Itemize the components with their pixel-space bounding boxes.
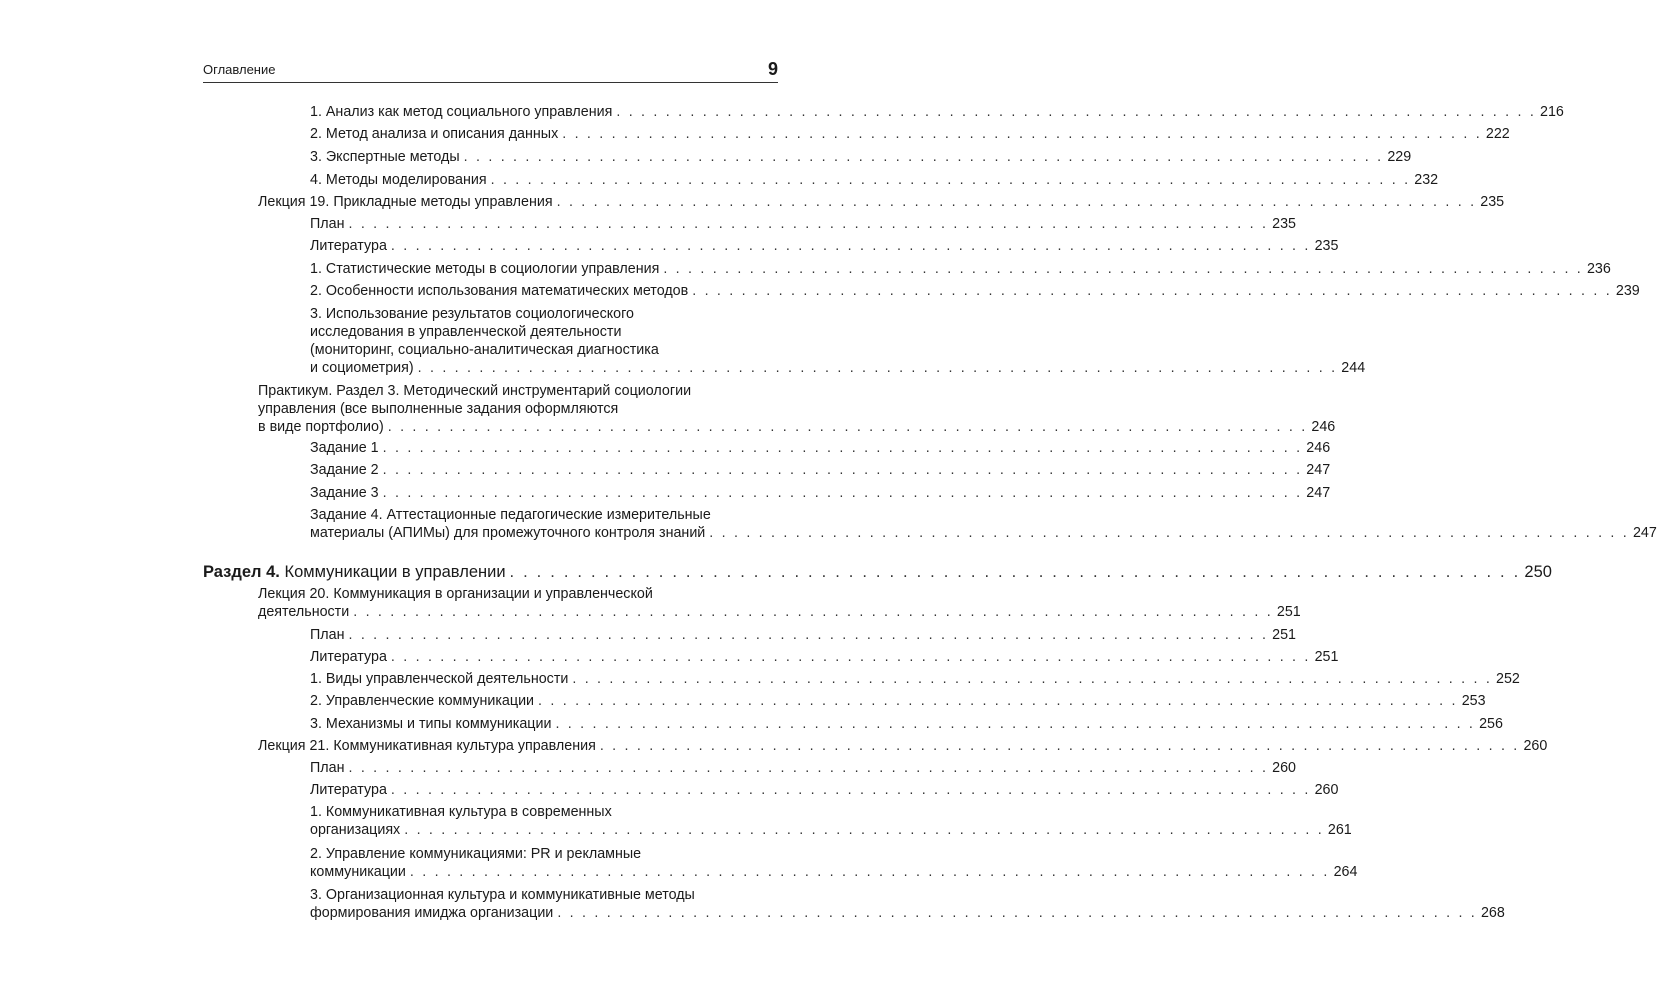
toc-page-number: 235 xyxy=(1272,216,1296,232)
toc-entry xyxy=(310,305,1366,377)
toc-entry xyxy=(310,715,1503,733)
toc-entry-title: коммуникации xyxy=(310,864,406,880)
toc-entry xyxy=(310,103,1564,121)
toc-page-number: 246 xyxy=(1306,440,1331,456)
toc-leader: . . . . . . . . . . . . . . . . . . . . . . . . . . . . . . . . . . . . . . . . . . . . . . . . . . . . . . . . . . . . . . . . . . . . . . . . . . . xyxy=(382,485,1303,501)
toc-page-number: 246 xyxy=(1311,419,1336,435)
toc-entry xyxy=(310,171,1439,189)
toc-entry-title: деятельности xyxy=(258,604,350,620)
toc-leader: . . . . . . . . . . . . . . . . . . . . . . . . . . . . . . . . . . . . . . . . . . . . . . . . . . . . . . . . . . . . . . . . . . . . . . . . . . . xyxy=(663,261,1583,277)
toc-entry xyxy=(310,215,1296,233)
toc-page-number: 260 xyxy=(1523,738,1548,754)
toc-entry xyxy=(310,845,1358,881)
toc-leader: . . . . . . . . . . . . . . . . . . . . . . . . . . . . . . . . . . . . . . . . . . . . . . . . . . . . . . . . . . . . . . . . . . . . . . . . . . . xyxy=(409,864,1330,880)
toc-leader: . . . . . . . . . . . . . . . . . . . . . . . . . . . . . . . . . . . . . . . . . . . . . . . . . . . . . . . . . . . . . . . . . . . . . . . . . . . xyxy=(562,126,1482,142)
toc-entry-title: 1. Анализ как метод социального управления xyxy=(310,104,613,120)
toc-page-number: 216 xyxy=(1540,104,1564,120)
toc-section-heading xyxy=(203,562,1552,582)
toc-leader: . . . . . . . . . . . . . . . . . . . . . . . . . . . . . . . . . . . . . . . . . . . . . . . . . . . . . . . . . . . . . . . . . . . . . . . . . . . xyxy=(709,525,1629,541)
toc-page-number: 235 xyxy=(1480,194,1505,210)
toc-entry-title: Задание 3 xyxy=(310,485,379,501)
toc-entry-title: 4. Методы моделирования xyxy=(310,172,487,188)
toc-entry xyxy=(310,484,1331,502)
toc-leader: . . . . . . . . . . . . . . . . . . . . . . . . . . . . . . . . . . . . . . . . . . . . . . . . . . . . . . . . . . . . . . . . . . . . . . . . . . . xyxy=(353,604,1273,620)
toc-leader: . . . . . . . . . . . . . . . . . . . . . . . . . . . . . . . . . . . . . . . . . . . . . . . . . . . . . . . . . . . . . . . . . . . . . . . . . . . xyxy=(616,104,1537,120)
toc-entry xyxy=(310,506,1657,542)
toc-leader: . . . . . . . . . . . . . . . . . . . . . . . . . . . . . . . . . . . . . . . . . . . . . . . . . . . . . . . . . . . . . . . . . . . . . . . . . . . xyxy=(490,172,1411,188)
toc-entry xyxy=(310,148,1412,166)
toc-entry-practicum xyxy=(258,382,1336,436)
toc-entry-title: Литература xyxy=(310,782,387,798)
toc-entry-line: Практикум. Раздел 3. Методический инструментарий социологии xyxy=(258,383,692,399)
toc-page-number: 239 xyxy=(1615,283,1640,299)
toc-page-number: 247 xyxy=(1632,525,1657,541)
toc-entry-line: Задание 4. Аттестационные педагогические измерительные xyxy=(310,507,711,523)
toc-page-number: 251 xyxy=(1276,604,1301,620)
toc-page-number: 268 xyxy=(1480,905,1505,921)
toc-entry xyxy=(310,886,1505,922)
toc-entry-line: (мониторинг, социально-аналитическая диагностика xyxy=(310,342,659,358)
toc-leader: . . . . . . . . . . . . . . . . . . . . . . . . . . . . . . . . . . . . . . . . . . . . . . . . . . . . . . . . . . . . . . . . . . . . . . . . . . . xyxy=(348,216,1269,232)
toc-entry-title: 2. Особенности использования математических методов xyxy=(310,283,689,299)
toc-entry xyxy=(310,260,1611,278)
toc-entry-title: Задание 1 xyxy=(310,440,379,456)
toc-page-number: 222 xyxy=(1485,126,1510,142)
toc-page-number: 260 xyxy=(1272,760,1296,776)
toc-entry xyxy=(310,125,1510,143)
toc-page-number: 236 xyxy=(1586,261,1611,277)
toc-leader: . . . . . . . . . . . . . . . . . . . . . . . . . . . . . . . . . . . . . . . . . . . . . . . . . . . . . . . . . . . . . . . . . . . . . . . . . . . xyxy=(599,738,1520,754)
toc-entry-lecture xyxy=(258,737,1548,755)
toc-entry xyxy=(310,803,1352,839)
toc-page-number: 252 xyxy=(1496,671,1520,687)
toc-entry-title: материалы (АПИМы) для промежуточного контроля знаний xyxy=(310,525,706,541)
toc-entry-title: в виде портфолио) xyxy=(258,419,384,435)
toc-entry-title: 3. Экспертные методы xyxy=(310,149,460,165)
toc-leader: . . . . . . . . . . . . . . . . . . . . . . . . . . . . . . . . . . . . . . . . . . . . . . . . . . . . . . . . . . . . . . . . . . . . . . . . . . . xyxy=(404,822,1324,838)
toc-entry xyxy=(310,648,1339,666)
toc-entry-line: управления (все выполненные задания оформляются xyxy=(258,401,619,417)
toc-entry-title: 3. Механизмы и типы коммуникации xyxy=(310,716,552,732)
toc-page-number: 264 xyxy=(1333,864,1358,880)
toc-leader: . . . . . . . . . . . . . . . . . . . . . . . . . . . . . . . . . . . . . . . . . . . . . . . . . . . . . . . . . . . . . . . . . . . . . . . . . . . xyxy=(557,905,1477,921)
toc-page-number: 250 xyxy=(1524,563,1552,581)
toc-entry-title: План xyxy=(310,627,345,643)
toc-leader: . . . . . . . . . . . . . . . . . . . . . . . . . . . . . . . . . . . . . . . . . . . . . . . . . . . . . . . . . . . . . . . . . . . . . . . . . . . xyxy=(463,149,1384,165)
toc-leader: . . . . . . . . . . . . . . . . . . . . . . . . . . . . . . . . . . . . . . . . . . . . . . . . . . . . . . . . . . . . . . . . . . . . . . . . . . . xyxy=(382,462,1303,478)
toc-page-number: 261 xyxy=(1327,822,1352,838)
toc-entry-title: Литература xyxy=(310,238,387,254)
toc-entry-title: 1. Виды управленческой деятельности xyxy=(310,671,569,687)
toc-entry-title: организациях xyxy=(310,822,401,838)
toc-leader: . . . . . . . . . . . . . . . . . . . . . . . . . . . . . . . . . . . . . . . . . . . . . . . . . . . . . . . . . . . . . . . . . . . . . . . . . . . xyxy=(538,693,1458,709)
toc-entry xyxy=(310,692,1486,710)
toc-entry-title: 1. Статистические методы в социологии управления xyxy=(310,261,660,277)
toc-entry xyxy=(310,461,1331,479)
toc-entry xyxy=(310,781,1339,799)
header-title: Оглавление xyxy=(203,62,276,77)
toc-entry-title: 2. Метод анализа и описания данных xyxy=(310,126,559,142)
toc-entry-line: 3. Использование результатов социологического xyxy=(310,306,634,322)
toc-page-number: 232 xyxy=(1414,172,1439,188)
toc-leader: . . . . . . . . . . . . . . . . . . . . . . . . . . . . . . . . . . . . . . . . . . . . . . . . . . . . . . . . . . . . . . . . . . . . . . . . . . . xyxy=(387,419,1308,435)
running-header xyxy=(203,56,778,83)
toc-leader: . . . . . . . . . . . . . . . . . . . . . . . . . . . . . . . . . . . . . . . . . . . . . . . . . . . . . . . . . . . . . . . . . . . . . . . . . . . xyxy=(390,782,1311,798)
toc-leader: . . . . . . . . . . . . . . . . . . . . . . . . . . . . . . . . . . . . . . . . . . . . . . . . . . . . . . . . . . . . . . . . . . . . . . . . . . . xyxy=(348,760,1269,776)
toc-page-number: 251 xyxy=(1272,627,1296,643)
toc-entry-line: 1. Коммуникативная культура в современных xyxy=(310,804,612,820)
toc-leader: . . . . . . . . . . . . . . . . . . . . . . . . . . . . . . . . . . . . . . . . . . . . . . . . . . . . . . . . . . . . . . . . . . . . . . . . . . . xyxy=(556,194,1477,210)
toc-entry xyxy=(310,759,1296,777)
toc-entry-title: Задание 2 xyxy=(310,462,379,478)
toc-entry xyxy=(310,670,1520,688)
toc-entry-title: формирования имиджа организации xyxy=(310,905,554,921)
toc-entry-line: исследования в управленческой деятельности xyxy=(310,324,622,340)
toc-page-number: 235 xyxy=(1314,238,1339,254)
toc-leader: . . . . . . . . . . . . . . . . . . . . . . . . . . . . . . . . . . . . . . . . . . . . . . . . . . . . . . . . . . . . . . . . . . . . . . . . . . . xyxy=(382,440,1303,456)
toc-entry-lecture xyxy=(258,193,1505,211)
toc-entry-title: Лекция 19. Прикладные методы управления xyxy=(258,194,553,210)
toc-leader: . . . . . . . . . . . . . . . . . . . . . . . . . . . . . . . . . . . . . . . . . . . . . . . . . . . . . . . . . . . . . . . . . . . . . . . . . . . xyxy=(509,563,1521,581)
page-number: 9 xyxy=(767,59,778,79)
toc-entry-line: 3. Организационная культура и коммуникативные методы xyxy=(310,887,695,903)
toc-entry xyxy=(310,626,1296,644)
toc-leader: . . . . . . . . . . . . . . . . . . . . . . . . . . . . . . . . . . . . . . . . . . . . . . . . . . . . . . . . . . . . . . . . . . . . . . . . . . . xyxy=(348,627,1269,643)
toc-entry-title: Литература xyxy=(310,649,387,665)
toc-entry-title: Коммуникации в управлении xyxy=(284,563,506,581)
toc-entry xyxy=(310,439,1331,457)
toc-leader: . . . . . . . . . . . . . . . . . . . . . . . . . . . . . . . . . . . . . . . . . . . . . . . . . . . . . . . . . . . . . . . . . . . . . . . . . . . xyxy=(572,671,1493,687)
toc-entry-lecture xyxy=(258,585,1301,621)
toc-page-number: 244 xyxy=(1341,360,1366,376)
toc-page-number: 247 xyxy=(1306,462,1331,478)
toc-page-number: 247 xyxy=(1306,485,1331,501)
toc-entry-title: Лекция 21. Коммуникативная культура управления xyxy=(258,738,596,754)
toc-entry-title: 2. Управленческие коммуникации xyxy=(310,693,535,709)
toc-page-number: 229 xyxy=(1387,149,1412,165)
toc-entry-line: 2. Управление коммуникациями: PR и рекламные xyxy=(310,846,642,862)
toc-entry-title: План xyxy=(310,216,345,232)
toc-leader: . . . . . . . . . . . . . . . . . . . . . . . . . . . . . . . . . . . . . . . . . . . . . . . . . . . . . . . . . . . . . . . . . . . . . . . . . . . xyxy=(555,716,1476,732)
toc-page-number: 256 xyxy=(1479,716,1503,732)
toc-leader: . . . . . . . . . . . . . . . . . . . . . . . . . . . . . . . . . . . . . . . . . . . . . . . . . . . . . . . . . . . . . . . . . . . . . . . . . . . xyxy=(390,238,1311,254)
toc-leader: . . . . . . . . . . . . . . . . . . . . . . . . . . . . . . . . . . . . . . . . . . . . . . . . . . . . . . . . . . . . . . . . . . . . . . . . . . . xyxy=(417,360,1338,376)
toc-page-number: 253 xyxy=(1461,693,1486,709)
toc-entry xyxy=(310,282,1640,300)
toc-entry xyxy=(310,237,1339,255)
toc-leader: . . . . . . . . . . . . . . . . . . . . . . . . . . . . . . . . . . . . . . . . . . . . . . . . . . . . . . . . . . . . . . . . . . . . . . . . . . . xyxy=(390,649,1311,665)
toc-entry-line: Лекция 20. Коммуникация в организации и управленческой xyxy=(258,586,653,602)
section-number: Раздел 4. xyxy=(203,563,280,581)
toc-page-number: 260 xyxy=(1314,782,1339,798)
toc-entry-title: и социометрия) xyxy=(310,360,414,376)
toc-page-number: 251 xyxy=(1314,649,1339,665)
toc-entry-title: План xyxy=(310,760,345,776)
toc-leader: . . . . . . . . . . . . . . . . . . . . . . . . . . . . . . . . . . . . . . . . . . . . . . . . . . . . . . . . . . . . . . . . . . . . . . . . . . . xyxy=(692,283,1612,299)
